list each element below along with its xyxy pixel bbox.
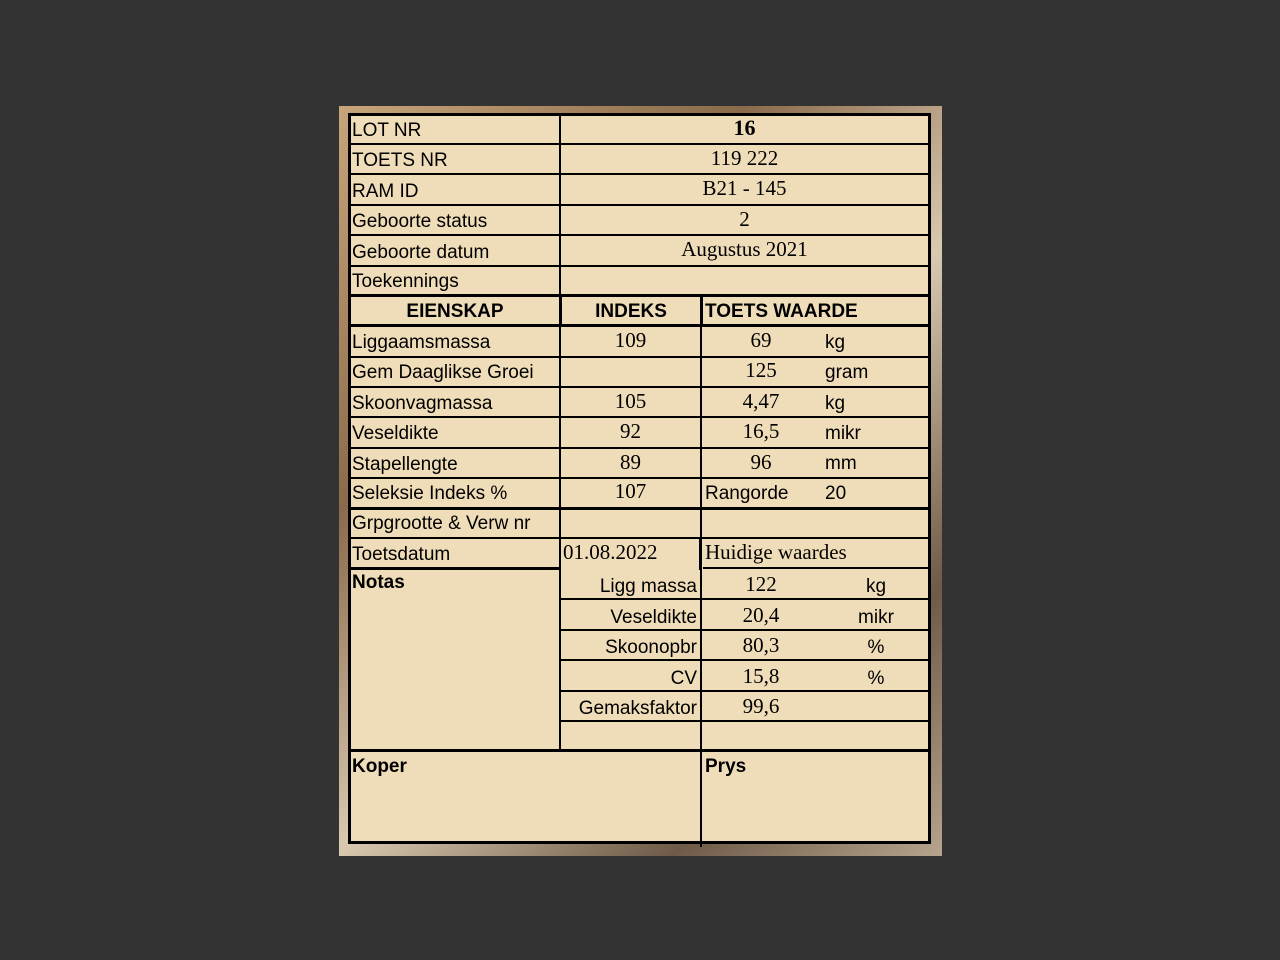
grpgrootte-label: Grpgrootte & Verw nr [352, 513, 531, 534]
trait-value: 16,5 [742, 419, 780, 443]
trait-name: Liggaamsmassa [352, 332, 491, 353]
seleksie-label: Seleksie Indeks % [352, 483, 508, 504]
current-value: 80,3 [742, 633, 780, 657]
geboorte-status-label: Geboorte status [352, 211, 488, 232]
trait-index: 89 [620, 450, 641, 474]
col-header-indeks: INDEKS [595, 301, 667, 322]
trait-value: 125 [745, 358, 777, 382]
current-unit: kg [865, 576, 887, 597]
trait-unit: mm [825, 453, 857, 474]
trait-unit: gram [825, 362, 869, 383]
row-divider [561, 690, 928, 692]
lot-card [348, 113, 931, 844]
notas-label: Notas [352, 572, 405, 593]
trait-name: Stapellengte [352, 454, 458, 475]
row-divider [351, 567, 561, 570]
ram-id-label: RAM ID [352, 181, 419, 202]
geboorte-status-value: 2 [739, 207, 750, 231]
trait-index: 109 [614, 328, 647, 352]
current-unit: % [867, 637, 885, 658]
trait-unit: kg [825, 393, 846, 414]
current-unit: mikr [858, 607, 894, 628]
col-divider [699, 537, 702, 570]
row-divider [561, 598, 928, 600]
ram-id-value: B21 - 145 [702, 176, 787, 200]
huidige-waardes-label: Huidige waardes [705, 540, 847, 564]
current-label: Skoonopbr [605, 637, 697, 658]
prys-label: Prys [705, 756, 747, 777]
geboorte-datum-value: Augustus 2021 [681, 237, 808, 261]
rangorde-value: 20 [825, 483, 847, 504]
row-divider [351, 173, 928, 175]
current-unit: % [867, 668, 885, 689]
row-divider [351, 386, 928, 388]
trait-index: 105 [614, 389, 647, 413]
row-divider [351, 356, 928, 358]
rangorde-label: Rangorde [705, 483, 789, 504]
lot-nr-label: LOT NR [352, 120, 422, 141]
col-divider [700, 568, 702, 847]
row-divider [351, 265, 928, 267]
toekennings-label: Toekennings [352, 271, 459, 292]
current-value: 20,4 [742, 603, 780, 627]
toetsdatum-label: Toetsdatum [352, 544, 451, 565]
row-divider [351, 143, 928, 145]
row-divider [351, 204, 928, 206]
row-divider [351, 537, 928, 539]
row-divider [351, 447, 928, 449]
row-divider [351, 416, 928, 418]
row-divider [351, 749, 928, 752]
row-divider [561, 720, 928, 722]
geboorte-datum-label: Geboorte datum [352, 242, 490, 263]
trait-unit: kg [825, 332, 846, 353]
row-divider [351, 324, 928, 327]
current-label: Gemaksfaktor [578, 698, 697, 719]
trait-unit: mikr [825, 423, 861, 444]
trait-name: Gem Daaglikse Groei [352, 362, 534, 383]
lot-nr-value: 16 [733, 115, 756, 140]
current-label: CV [670, 668, 697, 689]
trait-index: 92 [620, 419, 641, 443]
trait-name: Veseldikte [352, 423, 439, 444]
current-value: 15,8 [742, 664, 780, 688]
col-divider [700, 326, 702, 568]
current-value: 122 [745, 572, 777, 596]
col-divider [559, 116, 561, 296]
current-label: Ligg massa [599, 576, 697, 597]
row-divider [561, 659, 928, 661]
toets-nr-label: TOETS NR [352, 150, 448, 171]
trait-value: 4,47 [742, 389, 780, 413]
col-header-eienskap: EIENSKAP [406, 301, 504, 322]
toetsdatum-value: 01.08.2022 [563, 540, 658, 564]
koper-label: Koper [352, 756, 407, 777]
row-divider [351, 234, 928, 236]
current-label: Veseldikte [610, 607, 697, 628]
col-header-toets-waarde: TOETS WAARDE [705, 301, 858, 322]
row-divider [703, 567, 928, 569]
trait-value: 96 [750, 450, 772, 474]
col-divider [700, 296, 703, 326]
row-divider [351, 507, 928, 510]
row-divider [561, 629, 928, 631]
current-value: 99,6 [742, 694, 780, 718]
trait-name: Skoonvagmassa [352, 393, 493, 414]
seleksie-index: 107 [614, 479, 647, 503]
toets-nr-value: 119 222 [710, 146, 779, 170]
trait-value: 69 [750, 328, 772, 352]
row-divider [351, 294, 928, 297]
